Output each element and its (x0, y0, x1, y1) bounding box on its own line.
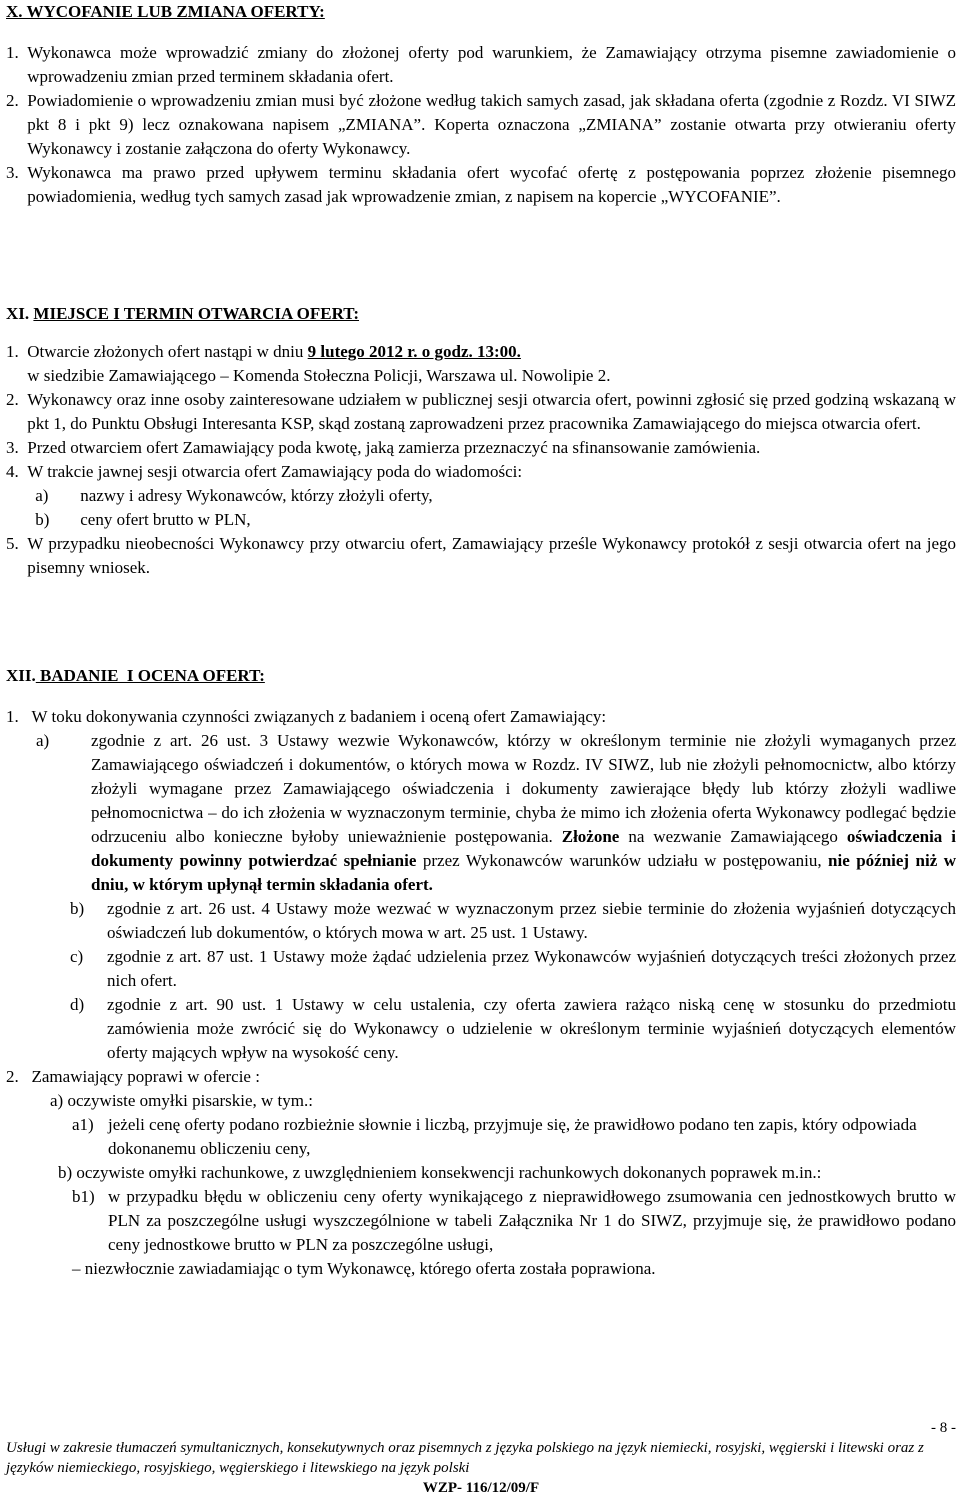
section-10-heading: X. WYCOFANIE LUB ZMIANA OFERTY: (6, 2, 325, 21)
section-12-point-1: 1. W toku dokonywania czynności związanych z badaniem i oceną ofert Zamawiający: (6, 707, 607, 726)
section-11-point-3: 3. Przed otwarciem ofert Zamawiający poda kwotę, jaką zamierza przeznaczyć na sfinansowanie zamówienia. (6, 438, 761, 457)
section-12-point-2: 2. Zamawiający poprawi w ofercie : (6, 1067, 260, 1086)
footer-subject: Usługi w zakresie tłumaczeń symultanicznych, konsekutywnych oraz pisemnych z języka polskiego na język niemiecki, rosyjski, węgierski i litewski oraz z języków niemieckiego, rosyjskiego, węgierskiego i litewskiego na język polski (6, 1440, 924, 1476)
section-10-point-1: 1. Wykonawca może wprowadzić zmiany do złożonej oferty pod warunkiem, że Zamawiający otrzyma pisemne zawiadomienie o wprowadzeniu zmian przed terminem składania ofert. (6, 43, 956, 86)
section-11-point-1: 1. Otwarcie złożonych ofert nastąpi w dniu 9 lutego 2012 r. o godz. 13:00. w siedzibie Zamawiającego – Komenda Stołeczna Policji, Warszawa ul. Nowolipie 2. (6, 342, 611, 385)
section-12-point-2a: a) oczywiste omyłki pisarskie, w tym.: (50, 1091, 313, 1110)
section-10-point-3: 3. Wykonawca ma prawo przed upływem terminu składania ofert wycofać ofertę z postępowania poprzez złożenie pisemnego powiadomienia, według tych samych zasad jak wprowadzenie zmian, z napisem na kopercie „WYCOFANIE”. (6, 163, 956, 206)
section-11-heading: XI. MIEJSCE I TERMIN OTWARCIA OFERT: (6, 304, 360, 323)
section-12-point-1b: b) zgodnie z art. 26 ust. 4 Ustawy może wezwać w wyznaczonym przez siebie terminie do złożenia wyjaśnień dotyczących oświadczeń lub dokumentów, o których mowa w art. 25 ust. 1 Ustawy. (70, 899, 956, 942)
section-11 (6, 302, 956, 580)
section-12-point-1c: c) zgodnie z art. 87 ust. 1 Ustawy może żądać udzielenia przez Wykonawców wyjaśnień dotyczących treści złożonych przez nich ofert. (70, 947, 956, 990)
section-11-point-4a: a) nazwy i adresy Wykonawców, którzy złożyli oferty, (35, 486, 433, 505)
section-10 (6, 0, 956, 209)
section-12-point-1a: a) zgodnie z art. 26 ust. 3 Ustawy wezwie Wykonawców, którzy w określonym terminie nie złożyli wymaganych przez Zamawiającego oświadczeń i dokumentów, o których mowa w Rozdz. IV SIWZ, lub nie złożyli pełnomocnictw, albo którzy złożyli wymagane przez Zamawiającego oświadczenia i dokumenty zawierające błędy lub którzy złożyli wadliwe pełnomocnictwa – do ich złożenia w wyznaczonym terminie, chyba że mimo ich złożenia oferta Wykonawcy podlegać będzie odrzuceniu albo konieczne byłoby unieważnienie postępowania. Złożone na wezwanie Zamawiającego oświadczenia i dokumenty powinny potwierdzać spełnianie przez Wykonawców warunków udziału w postępowaniu, nie później niż w dniu, w którym upłynął termin składania ofert. (36, 731, 957, 894)
footer-reference-code: WZP- 116/12/09/F (422, 1480, 540, 1496)
section-11-point-5: 5. W przypadku nieobecności Wykonawcy przy otwarciu ofert, Zamawiający prześle Wykonawcy protokół z sesji otwarcia ofert na jego pisemny wniosek. (6, 534, 956, 577)
section-12-point-2b1: b1) w przypadku błędu w obliczeniu ceny oferty wynikającego z nieprawidłowego zsumowania cen jednostkowych brutto w PLN za poszczególne usługi wyszczególnione w tabeli Załącznika Nr 1 do SIWZ, przyjmuje się, że prawidłowo podano ceny jednostkowe brutto w PLN za poszczególne usługi, (72, 1187, 956, 1254)
section-12-point-2b2: – niezwłocznie zawiadamiając o tym Wykonawcę, którego oferta została poprawiona. (72, 1259, 656, 1278)
section-12-point-2b: b) oczywiste omyłki rachunkowe, z uwzględnieniem konsekwencji rachunkowych dokonanych poprawek m.in.: (58, 1163, 822, 1182)
section-11-point-4: 4. W trakcie jawnej sesji otwarcia ofert Zamawiający poda do wiadomości: a) nazwy i adresy Wykonawców, którzy złożyli oferty, b) ceny ofert brutto w PLN, (6, 460, 956, 532)
section-11-point-4b: b) ceny ofert brutto w PLN, (35, 510, 251, 529)
section-12-heading: XII. BADANIE I OCENA OFERT: (6, 666, 265, 685)
page-number: - 8 - (931, 1420, 956, 1436)
section-10-point-2: 2. Powiadomienie o wprowadzeniu zmian musi być złożone według takich samych zasad, jak składana oferta (zgodnie z Rozdz. VI SIWZ pkt 8 i pkt 9) lecz oznakowana napisem „ZMIANA”. Koperta oznaczona „ZMIANA” zostanie otwarta przy otwieraniu oferty Wykonawcy i zostanie załączona do oferty Wykonawcy. (6, 91, 956, 158)
section-12-point-1d: d) zgodnie z art. 90 ust. 1 Ustawy w celu ustalenia, czy oferta zawiera rażąco niską cenę w stosunku do przedmiotu zamówienia może zwrócić się do Wykonawcy o udzielenie w określonym terminie wyjaśnień dotyczących elementów oferty mających wpływ na wysokość ceny. (70, 995, 956, 1062)
section-11-point-2: 2. Wykonawcy oraz inne osoby zainteresowane udziałem w publicznej sesji otwarcia ofert, powinni zgłosić się przed godziną wskazaną w pkt 1, do Punktu Obsługi Interesanta KSP, skąd zostaną zaprowadzeni przez pracownika Zamawiającego do miejsca otwarcia ofert. (6, 390, 956, 433)
section-12 (6, 664, 956, 1281)
page-footer (6, 1418, 956, 1498)
section-12-point-2a1: a1) jeżeli cenę oferty podano rozbieżnie słownie i liczbą, przyjmuje się, że prawidłowo podano ten zapis, który odpowiada dokonanemu obliczeniu ceny, (72, 1115, 917, 1158)
